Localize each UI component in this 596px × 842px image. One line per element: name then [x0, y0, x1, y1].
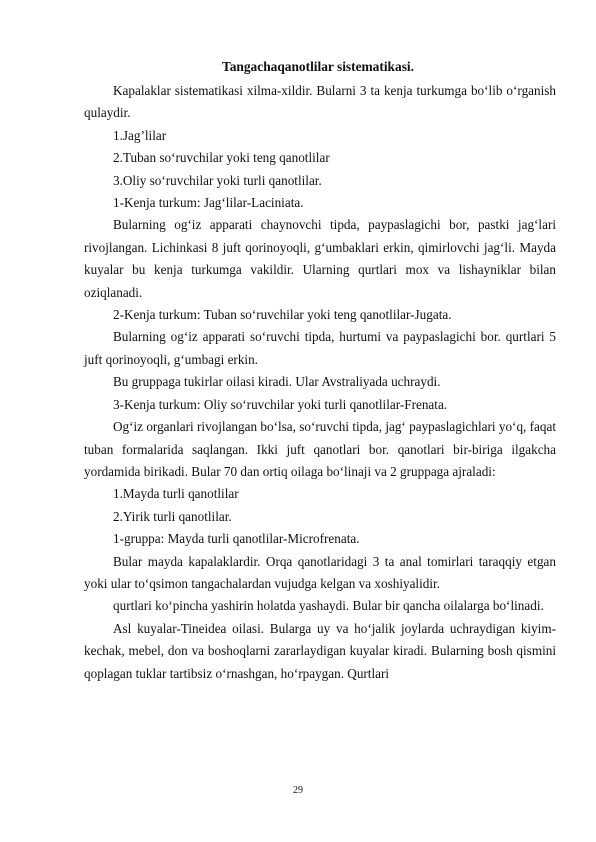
paragraph-qurtlari: qurtlari ko‘pincha yashirin holatda yashaydi. Bular bir qancha oilalarga bo‘linadi. — [113, 598, 544, 614]
list-item-mayda: 1.Mayda turli qanotlilar — [113, 486, 239, 502]
body-text — [84, 80, 556, 685]
list-item-oliy-soruvchilar: 3.Oliy so‘ruvchilar yoki turli qanotlilar. — [113, 172, 322, 188]
section-heading-kenja-1: 1-Kenja turkum: Jag‘lilar-Laciniata. — [113, 195, 304, 211]
list-item-tuban-soruvchilar: 2.Tuban so‘ruvchilar yoki teng qanotlilar — [113, 150, 330, 166]
page-title: Tangachaqanotlilar sistematikasi. — [222, 59, 414, 74]
section-heading-gruppa-1: 1-gruppa: Mayda turli qanotlilar-Microfrenata. — [113, 531, 360, 547]
paragraph-kenja-1: Bularning og‘iz apparati chaynovchi tipda, paypaslagichi bor, pastki jag‘lari rivojlangan. Lichinkasi 8 juft qorinoyoqli, g‘umbaklari erkin, qimirlovchi jag‘li. Mayda kuyalar bu kenja turkumga vakildir. Ularning qurtlari mox va lishayniklar bilan oziqlanadi. — [84, 217, 556, 300]
paragraph-intro: Kapalaklar sistematikasi xilma-xildir. Bularni 3 ta kenja turkumga bo‘lib o‘rganish qulaydir. — [84, 83, 556, 121]
page-number: 29 — [293, 785, 303, 796]
list-item-yirik: 2.Yirik turli qanotlilar. — [113, 508, 232, 524]
section-heading-kenja-3: 3-Kenja turkum: Oliy so‘ruvchilar yoki turli qanotlilar-Frenata. — [113, 396, 448, 412]
paragraph-gruppa-1: Bular mayda kapalaklardir. Orqa qanotlaridagi 3 ta anal tomirlari taraqqiy etgan yoki ular to‘qsimon tangachalardan vujudga kelgan va xoshiyalidir. — [84, 553, 556, 591]
paragraph-kenja-3: Og‘iz organlari rivojlangan bo‘lsa, so‘ruvchi tipda, jag‘ paypaslagichlari yo‘q, faqat tuban formalarida saqlangan. Ikki juft qanotlari bor. qanotlari bir-biriga ilgakcha yordamida birikadi. Bular 70 dan ortiq oilaga bo‘linaji va 2 gruppaga ajraladi: — [84, 419, 556, 479]
section-heading-kenja-2: 2-Kenja turkum: Tuban so‘ruvchilar yoki teng qanotlilar-Jugata. — [113, 307, 452, 323]
paragraph-tukirlar: Bu gruppaga tukirlar oilasi kiradi. Ular Avstraliyada uchraydi. — [113, 374, 441, 390]
list-item-jaglilar: 1.Jag’lilar — [113, 127, 167, 143]
paragraph-asl-kuyalar: Asl kuyalar-Tineidea oilasi. Bularga uy va ho‘jalik joylarda uchraydigan kiyim-kechak, mebel, don va boshoqlarni zararlaydigan kuyalar kiradi. Bularning bosh qismini qoplagan tuklar tartibsiz o‘rnashgan, ho‘rpaygan. Qurtlari — [84, 620, 556, 681]
paragraph-kenja-2: Bularning og‘iz apparati so‘ruvchi tipda, hurtumi va paypaslagichi bor. qurtlari 5 juft qorinoyoqli, g‘umbagi erkin. — [84, 329, 556, 367]
